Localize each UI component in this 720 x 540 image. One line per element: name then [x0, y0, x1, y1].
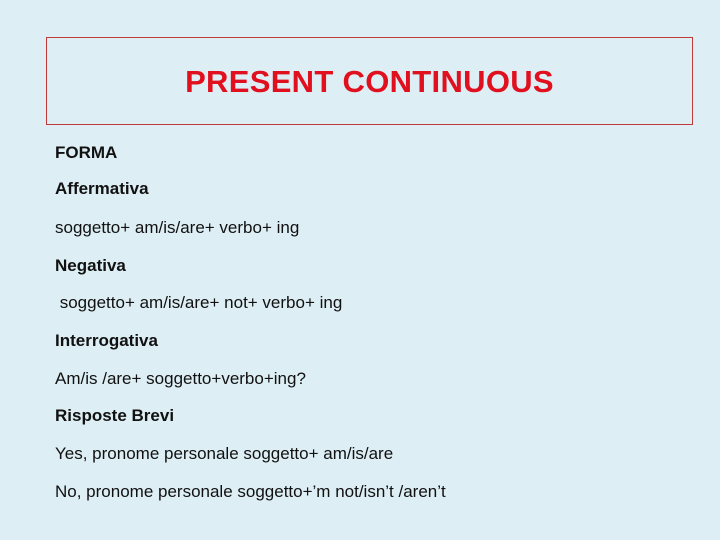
rule-affermativa: soggetto+ am/is/are+ verbo+ ing: [55, 218, 300, 237]
rule-negativa: soggetto+ am/is/are+ not+ verbo+ ing: [55, 293, 343, 312]
heading-negativa: Negativa: [55, 256, 126, 275]
heading-risposte-brevi: Risposte Brevi: [55, 406, 175, 425]
heading-forma: FORMA: [55, 143, 118, 162]
heading-affermativa: Affermativa: [55, 179, 149, 198]
heading-interrogativa: Interrogativa: [55, 331, 158, 350]
title-box: [46, 37, 693, 125]
rule-risposta-no: No, pronome personale soggetto+’m not/isn’t /aren’t: [55, 482, 446, 501]
rule-risposta-yes: Yes, pronome personale soggetto+ am/is/are: [55, 444, 394, 463]
rule-interrogativa: Am/is /are+ soggetto+verbo+ing?: [55, 369, 306, 388]
slide-title: PRESENT CONTINUOUS: [185, 64, 554, 99]
